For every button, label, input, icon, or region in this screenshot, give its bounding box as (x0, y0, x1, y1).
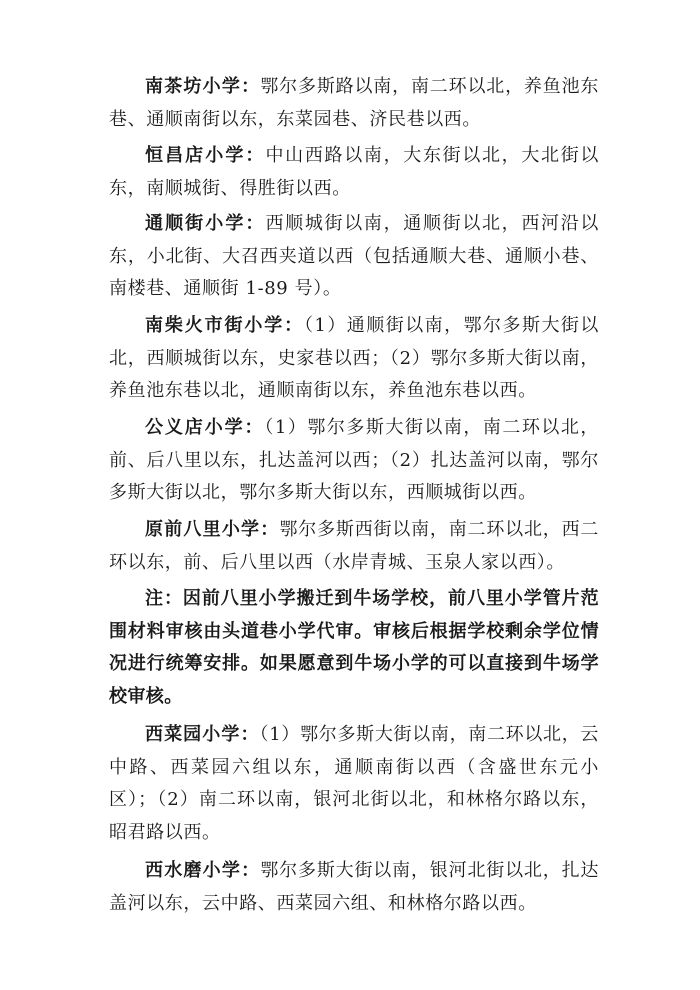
entry-hengchangdian (109, 140, 599, 205)
entry-text: 鄂尔多斯大街以南，银河北街以北，扎达盖河以东，云中路、西菜园六组、和林格尔路以西。 (109, 860, 599, 914)
entry-nanchaihuoshijie (109, 310, 599, 408)
entry-label: 恒昌店小学： (145, 145, 266, 166)
note-paragraph: 注：因前八里小学搬迁到牛场学校，前八里小学管片范围材料审核由头道巷小学代审。审核后根据学校剩余学位情况进行统筹安排。如果愿意到牛场小学的可以直接到牛场学校审核。 (109, 588, 599, 707)
entry-text: （1）鄂尔多斯大街以南，南二环以北，云中路、西菜园六组以东，通顺南街以西（含盛世东元小区）；（2）南二环以南，银河北街以北，和林格尔路以东，昭君路以西。 (109, 724, 600, 843)
entry-label: 南茶坊小学： (145, 76, 261, 97)
entry-label: 西菜园小学： (145, 724, 260, 745)
entry-text: （1）鄂尔多斯大街以南，南二环以北，前、后八里以东，扎达盖河以西；（2）扎达盖河以南，鄂尔多斯大街以北，鄂尔多斯大街以东，西顺城街以西。 (109, 417, 599, 503)
entry-label: 西水磨小学： (145, 860, 261, 881)
entry-text: 鄂尔多斯西街以南，南二环以北，西二环以东，前、后八里以西（水岸青城、玉泉人家以西）。 (109, 519, 600, 573)
entry-tongshunjie (109, 208, 599, 306)
entry-text: 鄂尔多斯路以南，南二环以北，养鱼池东巷、通顺南街以东，东菜园巷、济民巷以西。 (109, 76, 599, 130)
entry-label: 原前八里小学： (145, 519, 280, 540)
entry-label: 公义店小学： (145, 417, 265, 438)
entry-label: 通顺街小学： (145, 213, 266, 234)
entry-text: （1）通顺街以南，鄂尔多斯大街以北，西顺城街以东，史家巷以西；（2）鄂尔多斯大街以南，养鱼池东巷以北，通顺南街以东，养鱼池东巷以西。 (109, 315, 599, 401)
entry-yuanqianbali (109, 514, 599, 579)
entry-text: 西顺城街以南，通顺街以北，西河沿以东，小北街、大召西夹道以西（包括通顺大巷、通顺小巷、南楼巷、通顺街 1-89 号）。 (109, 213, 600, 299)
entry-nanchafang (109, 71, 599, 136)
entry-gongyidian (109, 412, 599, 510)
entry-text: 中山西路以南，大东街以北，大北街以东，南顺城街、得胜街以西。 (109, 145, 600, 199)
entry-xishuimo (109, 855, 599, 920)
entry-xicaiyuan (109, 719, 599, 849)
entry-label: 南柴火市街小学： (145, 315, 304, 336)
